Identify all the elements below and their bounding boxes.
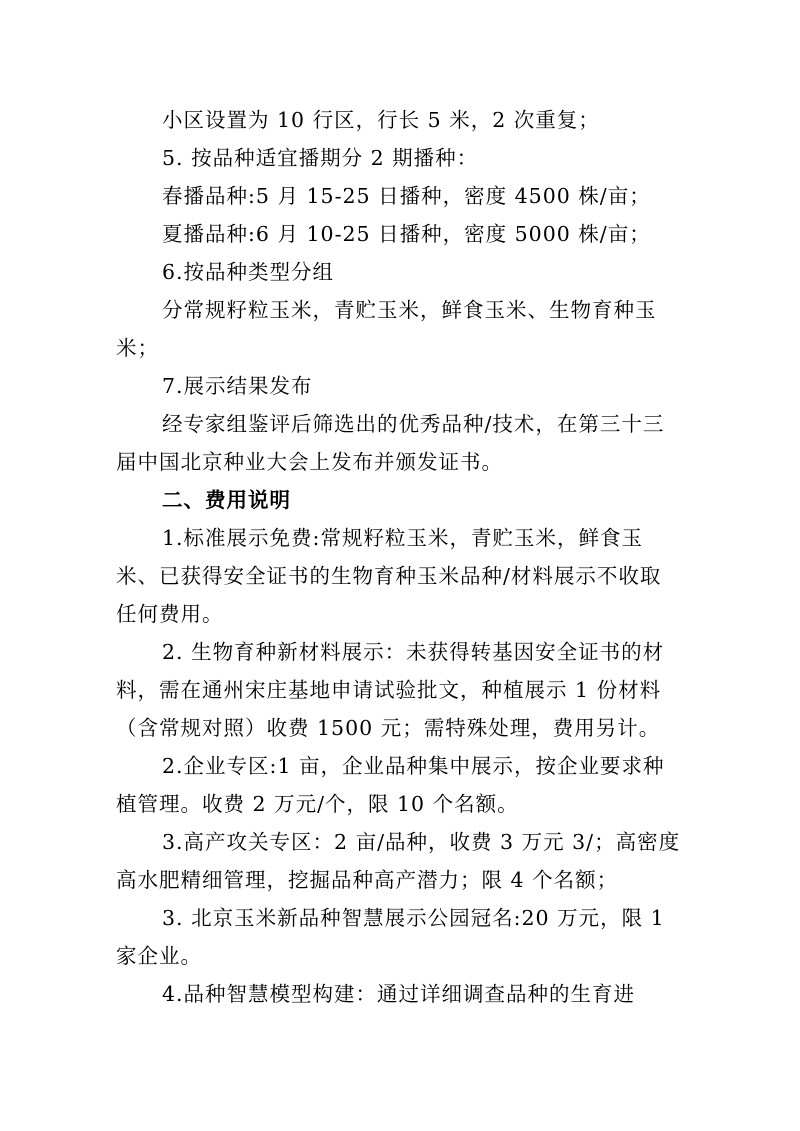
paragraph-line: 植管理。收费 2 万元/个，限 10 个名额。 <box>116 792 519 816</box>
fee-item-1: 1.标准展示免费:常规籽粒玉米，青贮玉米，鲜食玉 <box>162 526 643 550</box>
list-item-6: 6.按品种类型分组 <box>162 260 335 284</box>
fee-item-3b: 3. 北京玉米新品种智慧展示公园冠名:20 万元，限 1 <box>162 906 665 930</box>
paragraph-line: 高水肥精细管理，挖掘品种高产潜力；限 4 个名额； <box>116 868 619 892</box>
fee-item-2b: 2.企业专区:1 亩，企业品种集中展示，按企业要求种 <box>162 754 665 778</box>
section-heading: 二、费用说明 <box>162 488 291 512</box>
paragraph-line: 任何费用。 <box>116 602 224 626</box>
paragraph-line: 米、已获得安全证书的生物育种玉米品种/材料展示不收取 <box>116 564 662 588</box>
paragraph-line: 分常规籽粒玉米，青贮玉米，鲜食玉米、生物育种玉 <box>162 298 657 322</box>
paragraph-line: 米； <box>116 336 159 360</box>
fee-item-3: 3.高产攻关专区：2 亩/品种，收费 3 万元 3/；高密度 <box>162 830 681 854</box>
spring-sowing-line: 春播品种:5 月 15-25 日播种，密度 4500 株/亩； <box>162 184 651 208</box>
paragraph-line: （含常规对照）收费 1500 元；需特殊处理，费用另计。 <box>116 716 661 740</box>
paragraph-line: 小区设置为 10 行区，行长 5 米，2 次重复； <box>162 108 600 132</box>
paragraph-line: 届中国北京种业大会上发布并颁发证书。 <box>116 450 503 474</box>
list-item-5: 5. 按品种适宜播期分 2 期播种： <box>162 146 479 170</box>
list-item-7: 7.展示结果发布 <box>162 374 313 398</box>
paragraph-line: 家企业。 <box>116 944 202 968</box>
summer-sowing-line: 夏播品种:6 月 10-25 日播种，密度 5000 株/亩； <box>162 222 651 246</box>
fee-item-4: 4.品种智慧模型构建：通过详细调查品种的生育进 <box>162 982 636 1006</box>
fee-item-2: 2. 生物育种新材料展示：未获得转基因安全证书的材 <box>162 640 665 664</box>
paragraph-line: 料，需在通州宋庄基地申请试验批文，种植展示 1 份材料 <box>116 678 662 702</box>
paragraph-line: 经专家组鉴评后筛选出的优秀品种/技术，在第三十三 <box>162 412 665 436</box>
